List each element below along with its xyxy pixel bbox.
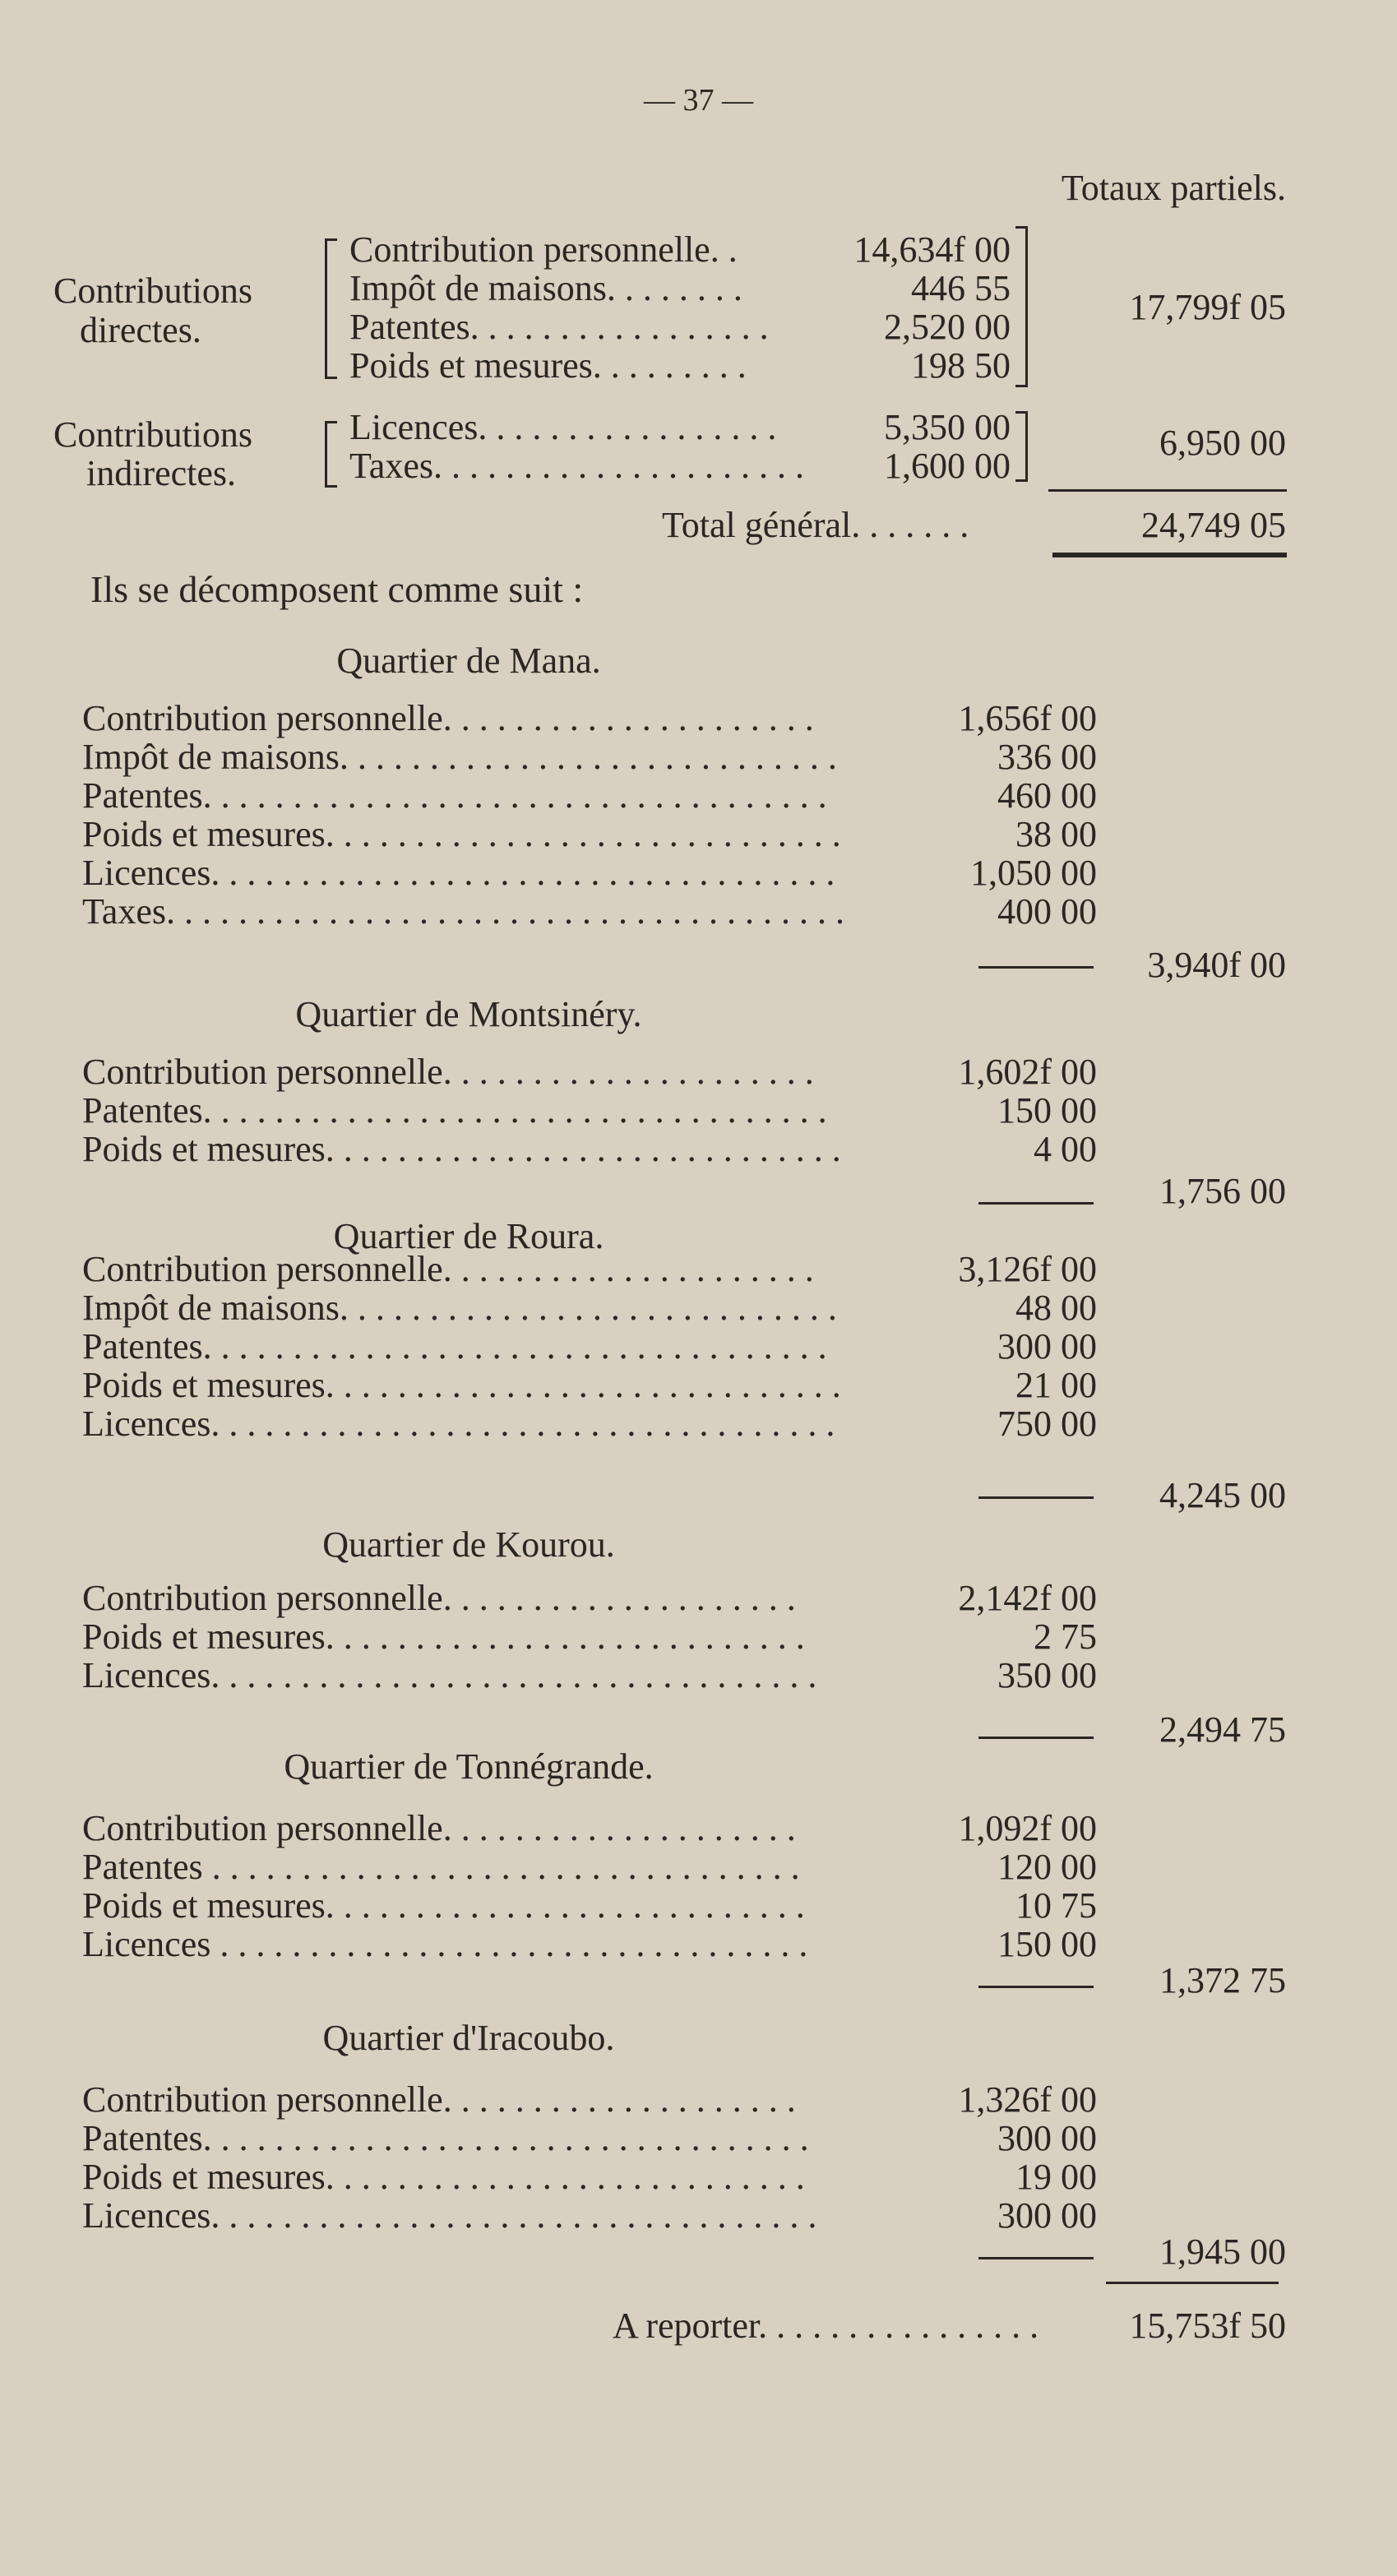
quarter-subtotal: 2,494 75 <box>1159 1709 1286 1750</box>
quarter-row-amount: 3,126f 00 <box>958 1249 1097 1289</box>
quarter-row-label: Licences. . . . . . . . . . . . . . . . . . . . . . . . . . . . . . . . . . <box>82 1655 817 1695</box>
brace-indirect-right <box>1015 411 1028 482</box>
quarter-row-amount: 300 00 <box>997 2118 1097 2158</box>
summary-row-amount: 1,600 00 <box>884 446 1011 486</box>
summary-row-label: Taxes. . . . . . . . . . . . . . . . . . . . . <box>349 446 804 486</box>
partial-direct: 17,799f 05 <box>1129 287 1286 327</box>
quarter-row-label: Licences. . . . . . . . . . . . . . . . . . . . . . . . . . . . . . . . . . . <box>82 1404 835 1444</box>
quarter-row-label: Licences. . . . . . . . . . . . . . . . . . . . . . . . . . . . . . . . . . . <box>82 853 835 893</box>
quarter-row-amount: 1,656f 00 <box>958 698 1097 738</box>
carry-rule <box>1106 2282 1279 2284</box>
quarter-row-label: Poids et mesures. . . . . . . . . . . . . . . . . . . . . . . . . . . <box>82 2157 805 2197</box>
quarter-row-amount: 300 00 <box>997 2195 1097 2236</box>
summary-row-amount: 446 55 <box>911 268 1011 308</box>
page-number: — 37 — <box>644 83 753 118</box>
quarter-subtotal: 1,945 00 <box>1159 2231 1286 2272</box>
total-value: 24,749 05 <box>1141 505 1286 545</box>
quarter-row-amount: 48 00 <box>1015 1288 1097 1328</box>
quarter-row-label: Impôt de maisons. . . . . . . . . . . . . . . . . . . . . . . . . . . . <box>82 1288 837 1328</box>
group-direct-label-1: Contributions <box>53 271 253 311</box>
summary-row-amount: 198 50 <box>911 345 1011 386</box>
quarter-row-label: Contribution personnelle. . . . . . . . . . . . . . . . . . . . <box>82 1578 796 1618</box>
quarter-row-label: Contribution personnelle. . . . . . . . . . . . . . . . . . . . . <box>82 698 814 738</box>
quarter-row-label: Patentes. . . . . . . . . . . . . . . . . . . . . . . . . . . . . . . . . . . <box>82 1090 827 1131</box>
quarter-row-label: Patentes. . . . . . . . . . . . . . . . . . . . . . . . . . . . . . . . . . . <box>82 775 827 816</box>
summary-row-label: Impôt de maisons. . . . . . . . <box>349 268 742 308</box>
quarter-row-amount: 2,142f 00 <box>958 1578 1097 1618</box>
summary-rule <box>1048 489 1287 492</box>
summary-row-label: Licences. . . . . . . . . . . . . . . . . <box>349 407 777 447</box>
quarter-row-amount: 150 00 <box>997 1090 1097 1131</box>
quarter-row-amount: 4 00 <box>1034 1129 1097 1169</box>
quarter-row-label: Poids et mesures. . . . . . . . . . . . . . . . . . . . . . . . . . . . . <box>82 1365 841 1405</box>
quarter-row-label: Taxes. . . . . . . . . . . . . . . . . . . . . . . . . . . . . . . . . . . . . . <box>82 891 844 932</box>
summary-row-amount: 14,634f 00 <box>853 229 1011 270</box>
quarter-row-label: Patentes. . . . . . . . . . . . . . . . . . . . . . . . . . . . . . . . . . <box>82 2118 809 2158</box>
quarter-row-label: Poids et mesures. . . . . . . . . . . . . . . . . . . . . . . . . . . . . <box>82 814 841 854</box>
quarter-row-label: Patentes . . . . . . . . . . . . . . . . . . . . . . . . . . . . . . . . . <box>82 1847 800 1887</box>
quarter-row-amount: 336 00 <box>997 737 1097 777</box>
quarter-row-amount: 750 00 <box>997 1404 1097 1444</box>
quarter-row-amount: 120 00 <box>997 1847 1097 1887</box>
quarter-row-amount: 1,602f 00 <box>958 1052 1097 1092</box>
quarter-rule <box>978 1737 1094 1739</box>
quarter-title: Quartier de Roura. <box>333 1216 604 1256</box>
quarter-title: Quartier de Tonnégrande. <box>284 1746 654 1787</box>
summary-row-label: Patentes. . . . . . . . . . . . . . . . . <box>349 307 769 347</box>
quarter-row-amount: 400 00 <box>997 891 1097 932</box>
quarter-row-amount: 300 00 <box>997 1326 1097 1367</box>
quarter-row-amount: 19 00 <box>1015 2157 1097 2197</box>
summary-row-label: Contribution personnelle. . <box>349 229 738 270</box>
quarter-row-label: Contribution personnelle. . . . . . . . . . . . . . . . . . . . . <box>82 1249 814 1289</box>
quarter-row-amount: 21 00 <box>1015 1365 1097 1405</box>
quarter-subtotal: 1,372 75 <box>1159 1960 1286 2000</box>
quarter-row-label: Patentes. . . . . . . . . . . . . . . . . . . . . . . . . . . . . . . . . . . <box>82 1326 827 1367</box>
intro-text: Ils se décomposent comme suit : <box>90 568 584 610</box>
summary-row-amount: 5,350 00 <box>884 407 1011 447</box>
quarter-rule <box>978 966 1094 969</box>
brace-indirect <box>325 421 337 488</box>
carry-value: 15,753f 50 <box>1129 2305 1286 2346</box>
partial-indirect: 6,950 00 <box>1159 423 1286 463</box>
quarter-subtotal: 3,940f 00 <box>1147 945 1286 985</box>
quarter-title: Quartier d'Iracoubo. <box>322 2018 615 2058</box>
quarter-row-label: Contribution personnelle. . . . . . . . . . . . . . . . . . . . <box>82 2079 796 2120</box>
quarter-row-label: Poids et mesures. . . . . . . . . . . . . . . . . . . . . . . . . . . <box>82 1616 805 1657</box>
quarter-subtotal: 1,756 00 <box>1159 1171 1286 1211</box>
summary-row-label: Poids et mesures. . . . . . . . . <box>349 345 747 386</box>
group-indirect-label-1: Contributions <box>53 414 253 455</box>
quarter-row-label: Impôt de maisons. . . . . . . . . . . . . . . . . . . . . . . . . . . . <box>82 737 837 777</box>
brace-direct-right <box>1015 226 1028 387</box>
quarter-title: Quartier de Kourou. <box>322 1524 615 1565</box>
quarter-row-amount: 1,326f 00 <box>958 2079 1097 2120</box>
total-label: Total général. . . . . . . <box>662 505 969 545</box>
quarter-row-amount: 38 00 <box>1015 814 1097 854</box>
quarter-row-amount: 10 75 <box>1015 1885 1097 1926</box>
quarter-rule <box>978 2257 1094 2259</box>
total-double-rule <box>1052 553 1287 557</box>
totaux-header: Totaux partiels. <box>1061 168 1286 208</box>
group-indirect-label-2: indirectes. <box>86 453 237 493</box>
carry-label: A reporter. . . . . . . . . . . . . . . . <box>613 2305 1039 2346</box>
quarter-row-amount: 2 75 <box>1034 1616 1097 1657</box>
group-direct-label-2: directes. <box>80 310 201 350</box>
quarter-row-amount: 1,092f 00 <box>958 1808 1097 1848</box>
quarter-rule <box>978 1496 1094 1499</box>
quarter-subtotal: 4,245 00 <box>1159 1475 1286 1515</box>
quarter-row-amount: 460 00 <box>997 775 1097 816</box>
quarter-row-label: Licences. . . . . . . . . . . . . . . . . . . . . . . . . . . . . . . . . . <box>82 2195 817 2236</box>
quarter-rule <box>978 1202 1094 1205</box>
quarter-title: Quartier de Mana. <box>336 641 601 681</box>
quarter-row-label: Poids et mesures. . . . . . . . . . . . . . . . . . . . . . . . . . . <box>82 1885 805 1926</box>
quarter-row-amount: 150 00 <box>997 1924 1097 1964</box>
quarter-row-label: Poids et mesures. . . . . . . . . . . . . . . . . . . . . . . . . . . . . <box>82 1129 841 1169</box>
quarter-row-label: Contribution personnelle. . . . . . . . . . . . . . . . . . . . . <box>82 1052 814 1092</box>
quarter-rule <box>978 1986 1094 1988</box>
quarter-title: Quartier de Montsinéry. <box>295 994 642 1034</box>
quarter-row-label: Licences . . . . . . . . . . . . . . . . . . . . . . . . . . . . . . . . . <box>82 1924 808 1964</box>
quarter-row-amount: 1,050 00 <box>970 853 1097 893</box>
summary-row-amount: 2,520 00 <box>884 307 1011 347</box>
quarter-row-label: Contribution personnelle. . . . . . . . . . . . . . . . . . . . <box>82 1808 796 1848</box>
brace-direct <box>325 238 337 379</box>
quarter-row-amount: 350 00 <box>997 1655 1097 1695</box>
